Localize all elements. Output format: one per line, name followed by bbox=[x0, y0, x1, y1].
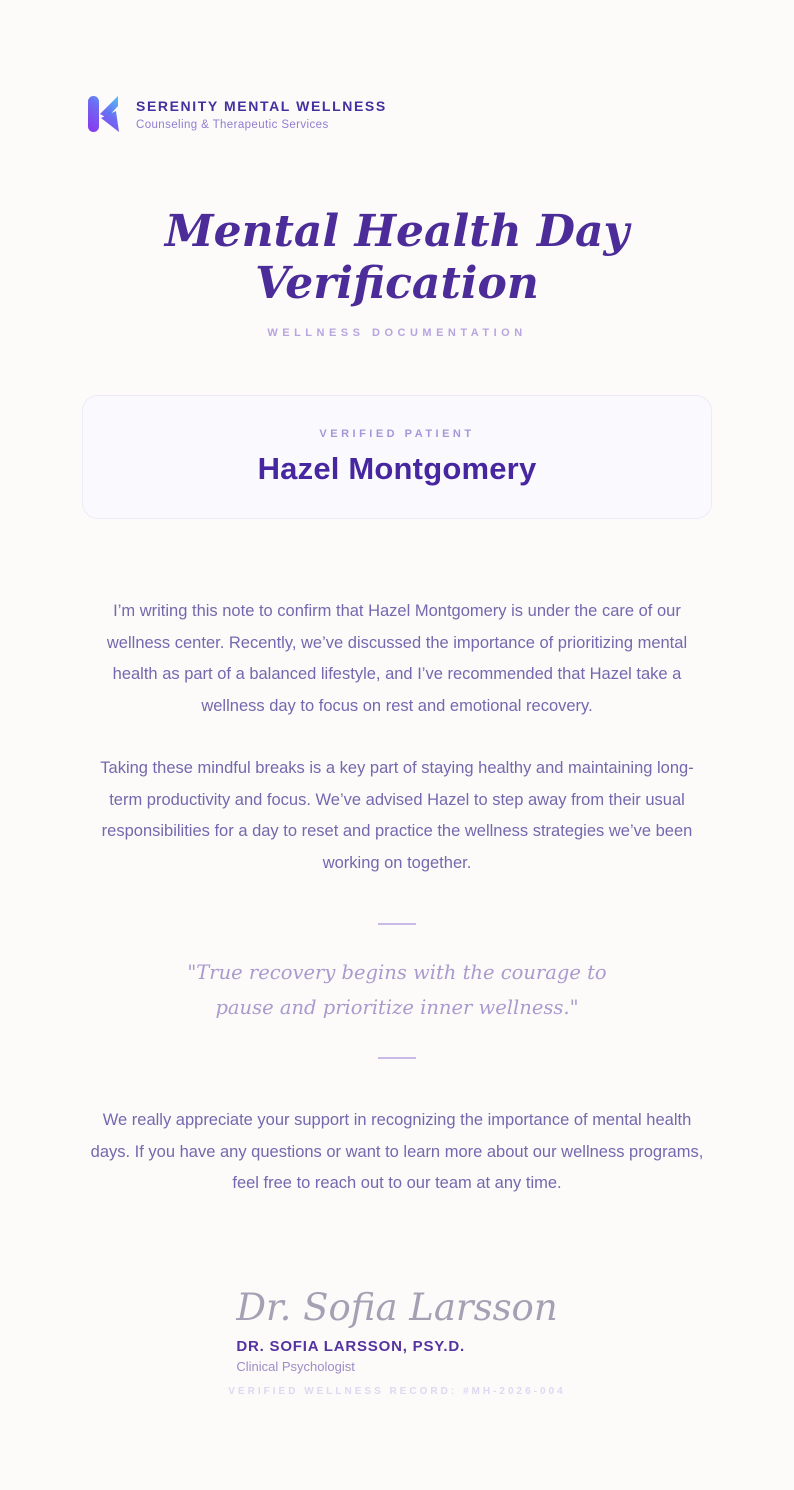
letter-body-closing bbox=[87, 1105, 707, 1200]
patient-card-label: VERIFIED PATIENT bbox=[319, 427, 475, 440]
page-subtitle: WELLNESS DOCUMENTATION bbox=[267, 327, 527, 339]
signature-block bbox=[236, 1286, 557, 1374]
page-title-line2: Verification bbox=[255, 258, 539, 309]
footer-record-number: VERIFIED WELLNESS RECORD: #MH-2026-004 bbox=[228, 1386, 566, 1397]
pull-quote: "True recovery begins with the courage to pause and prioritize inner wellness." bbox=[187, 961, 607, 1019]
brand-text-group bbox=[136, 98, 387, 131]
signature-script: Dr. Sofia Larsson bbox=[236, 1285, 558, 1329]
brand-name: SERENITY MENTAL WELLNESS bbox=[136, 97, 387, 114]
signature-title: Clinical Psychologist bbox=[236, 1358, 355, 1374]
letter-body bbox=[87, 596, 707, 879]
signature-printed-name: DR. SOFIA LARSSON, PSY.D. bbox=[236, 1337, 465, 1355]
paragraph-closing: We really appreciate your support in recognizing the importance of mental health days. If you have any questions or want to learn more about our wellness programs, feel free to reach out to our team at any time. bbox=[90, 1111, 704, 1192]
paragraph-intro: I’m writing this note to confirm that Hazel Montgomery is under the care of our wellness center. Recently, we’ve discussed the importance of prioritizing mental health as part of a balanced lifestyle, and I’ve recommended that Hazel take a wellness day to focus on rest and emotional recovery. bbox=[106, 602, 688, 715]
page-title-line1: Mental Health Day bbox=[164, 206, 630, 257]
brand-tagline: Counseling & Therapeutic Services bbox=[136, 118, 329, 131]
brand-header bbox=[0, 0, 794, 134]
quote-divider-bottom bbox=[378, 1057, 416, 1059]
page-title bbox=[0, 206, 794, 310]
patient-card bbox=[82, 395, 712, 519]
patient-name: Hazel Montgomery bbox=[257, 450, 537, 486]
brand-logo-k-icon bbox=[88, 94, 120, 134]
paragraph-advice: Taking these mindful breaks is a key part of staying healthy and maintaining long-term productivity and focus. We’ve advised Hazel to step away from their usual responsibilities for a day to reset and practice the wellness strategies we’ve been working on together. bbox=[100, 759, 694, 872]
quote-divider-top bbox=[378, 923, 416, 925]
